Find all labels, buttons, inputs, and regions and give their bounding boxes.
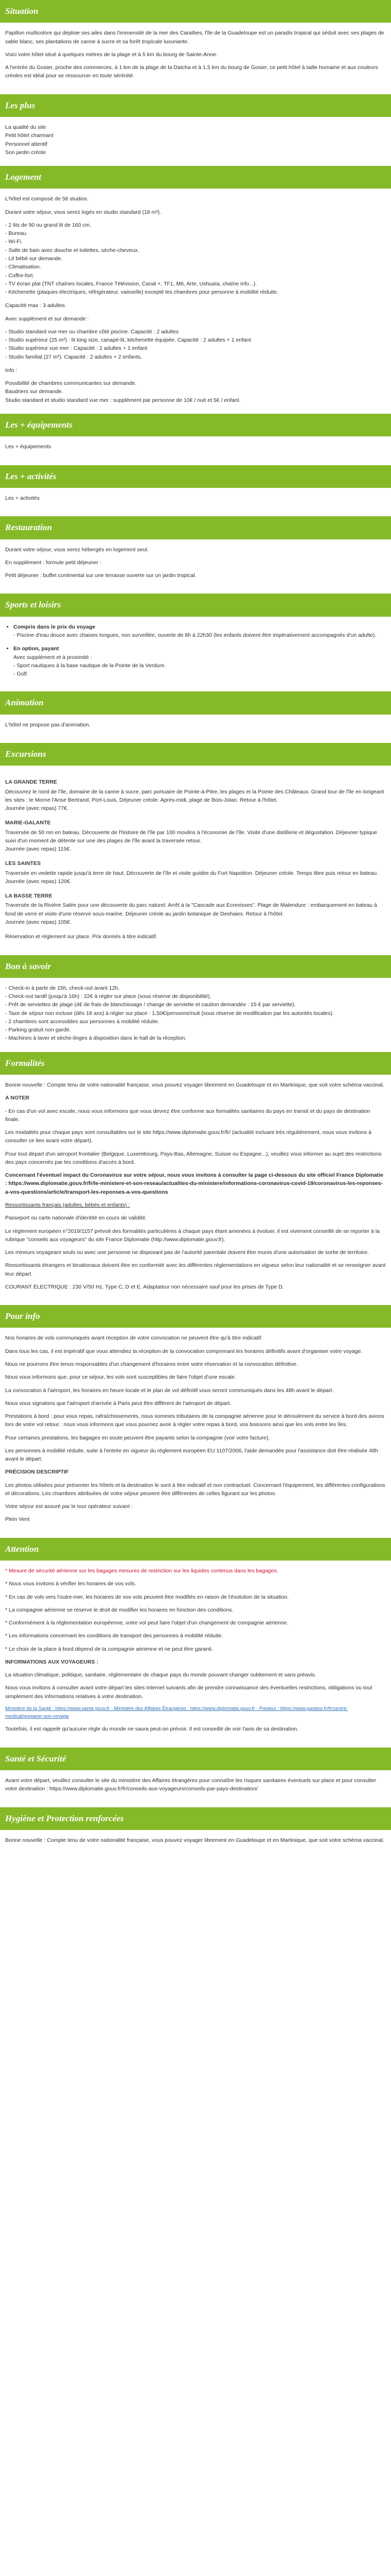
formalites-heading: A NOTER (5, 1095, 29, 1101)
plus-item: Personnel attentif (5, 141, 47, 147)
excursion-text: Traversée de la Rivière Salée pour une découverte du parc naturel. Arrêt à la "Cascade aux Ecrevisses". Plage de Malendure : embarquement en bateau à fond de verre et visite d'une réserve sous-marine. Déjeuner créole au jardin botanique de Deshaies. Retour à l'hôtel. (5, 902, 377, 917)
formalites-paragraph: - En cas d'un vol avec escale, nous vous informons que vous devrez être conforme aux formalités sanitaires du pays en transit et du pays de destination finale. (5, 1108, 370, 1123)
attention-paragraph: * Nous vous invitons à vérifier les horaires de vos vols. (5, 1581, 136, 1587)
situation-content (0, 23, 391, 94)
pour-info-paragraph: Nous vous informons que, pour ce séjour, les vols sont susceptibles de faire l'objet d'une escale. (5, 1374, 236, 1381)
logement-content (0, 189, 391, 414)
formalites-paragraph: Les modalités pour chaque pays sont consultables sur le site https://www.diplomatie.gouv.fr/fr/ (actualité incluant très régulièrement, nous vous invitons à consulter ce lien avant votre départ). (5, 1129, 372, 1144)
equipment-item: - TV écran plat (TNT chaînes locales, France Télévision, Canal +, TF1, M6, Arte, Ushuaïa, chaîne info...). (5, 280, 257, 287)
restauration-paragraph: En supplément : formule petit déjeuner : (5, 559, 102, 566)
excursion-text: Découvrez le nord de l'île, domaine de la canne à sucre, parc portuaire de Pointe-à-Pitre, les plages et la Pointe des Châteaux. Grand tour de l'île en longeant les sites : le Morne l'Anse Bertrand, Port-Louis, Déjeuner créole. Après-midi, plage de Bois-Jolan. Retour à l'hôtel. (5, 788, 384, 803)
pour-info-paragraph: Nous ne pourrons être tenus responsables d'un changement d'horaires entre votre réservation et la convocation définitive. (5, 1361, 298, 1367)
section-title-hygiene: Hygiène et Protection renforcées (0, 1807, 391, 1830)
attention-paragraph: * Mesure de sécurité aérienne sur les bagages mesures de restriction sur les liquides contenus dans les bagages. (5, 1568, 279, 1574)
pour-info-heading: PRÉCISION DESCRIPTIF (5, 1469, 69, 1476)
bon-savoir-item: - Prêt de serviettes de plage (4€ de frais de blanchissage / change de serviette et caution demandée : 15 € par serviette). (5, 1002, 296, 1008)
section-title-activites: Les + activités (0, 465, 391, 488)
attention-paragraph: * Conformément à la réglementation européenne, votre vol peut faire l'objet d'un changement de compagnie aérienne. (5, 1620, 288, 1626)
attention-paragraph: Nous vous invitons à consulter avant votre départ les sites internet suivants afin de prendre connaissance des éventuelles restrictions, obligations ou tout simplement des informations relatives à votre destination. (5, 1685, 372, 1700)
hygiene-content (0, 1830, 391, 1858)
logement-intro: L'hôtel est composé de 56 studios. (5, 196, 89, 202)
pour-info-paragraph: Nos horaires de vols communiqués avant réception de votre convocation ne peuvent être qu'à titre indicatif. (5, 1335, 263, 1342)
attention-heading: INFORMATIONS AUX VOYAGEURS : (5, 1658, 99, 1665)
formalites-paragraph: Ressortissants étrangers et binationaux doivent être en conformité avec les différentes réglementations en vigueur selon leur nationalité et se renseigner avant leur départ. (5, 1262, 386, 1277)
equipment-item: - Salle de bain avec douche et toilettes, sèche-cheveux. (5, 247, 139, 253)
sports-list (5, 623, 386, 679)
formalites-content (0, 1075, 391, 1305)
bon-savoir-item: - Taxe de séjour non incluse (dès 18 ans) à régler sur place : 1,50€/personne/nuit (sous réserve de modification par les autorités locales). (5, 1010, 334, 1016)
excursion-block (5, 892, 386, 926)
equipment-item: - Coffre-fort. (5, 272, 35, 279)
info-item: Baudriers sur demande. (5, 388, 63, 395)
formalites-paragraph: Bonne nouvelle : Compte tenu de votre nationalité française, vous pouvez voyager librement en Guadeloupe et en Martinique, que soit votre schéma vaccinal. (5, 1082, 384, 1089)
plus-content (0, 117, 391, 166)
restauration-paragraph: Durant votre séjour, vous serez hébergés en logement seul. (5, 546, 149, 553)
excursions-note: Réservation et règlement sur place. Prix donnés à titre indicatif. (5, 934, 157, 940)
info-item: Studio standard et studio standard vue mer : supplément par personne de 10€ / nuit et 5€ / enfant. (5, 397, 241, 403)
logement-supplements (5, 328, 386, 361)
logement-paragraph: Durant votre séjour, vous serez logés en studio standard (18 m²). (5, 209, 161, 215)
attention-paragraph: Toutefois, il est rappelé qu'aucune règle du monde ne saura peut-on prévoir. Il est conseillé de voir l'avis de sa destination. (5, 1726, 299, 1733)
sports-item-title: • Compris dans le prix du voyage (13, 623, 95, 630)
excursion-title: LES SAINTES (5, 860, 41, 867)
equipment-item: - Wi-Fi. (5, 239, 23, 245)
logement-capacity: Capacité max : 3 adultes. (5, 302, 67, 309)
supplement-item: - Studio familial (27 m²). Capacité : 2 adultes + 2 enfants. (5, 353, 142, 360)
excursion-title: MARIE-GALANTE (5, 820, 51, 826)
sports-item (13, 645, 386, 678)
excursion-block (5, 819, 386, 853)
sports-item-title: • En option, payant (13, 646, 59, 652)
logement-equipment (5, 221, 386, 296)
logement-supplement-label: Avec supplément et sur demande : (5, 315, 89, 322)
sante-content (0, 1770, 391, 1807)
formalites-paragraph: Passeport ou carte nationale d'identité en cours de validité. (5, 1215, 147, 1222)
equipment-item: - Bureau. (5, 230, 28, 237)
attention-links[interactable]: Ministère de la Santé : https://www.sante.gouv.fr · Ministère des Affaires Étrangères : https://www.diplomatie.gouv.fr · Pasteur : https://www.pasteur.fr/fr/centre-medical/preparer-son-voyage (5, 1705, 348, 1719)
excursion-title: LA BASSE TERRE (5, 893, 53, 900)
excursion-text: Traversée de 50 mn en bateau. Découverte de l'histoire de l'île par 100 moulins à l'économie de l'île. Visite d'une distillerie et dégustation. Déjeuner typique suivi d'un moment de détente sur une des plages de l'île avant la traversée retour. (5, 829, 377, 844)
excursions-content (0, 766, 391, 955)
pour-info-paragraph: Prestations à bord : pour vous repas, rafraîchissements, nous sommes tributaires de la compagnie aérienne pour le déroulement du service à bord des avions lors de votre vol retour : nous vous informons que vous pourriez avoir à régler votre repas à bord, vos boissons ainsi que les vols entre les îles. (5, 1413, 384, 1428)
attention-content (0, 1561, 391, 1748)
logement-info-label: Info : (5, 367, 18, 374)
section-title-situation: Situation (0, 0, 391, 23)
section-title-bon-savoir: Bon à savoir (0, 955, 391, 978)
plus-item: La qualité du site (5, 124, 46, 131)
pour-info-paragraph: Dans tous les cas, il est impératif que vous attendiez la réception de la convocation comprenant les horaires définitifs avant d'organiser votre voyage. (5, 1348, 363, 1354)
sports-content (0, 617, 391, 692)
pour-info-paragraph: Votre séjour est assuré par le tour opérateur suivant : (5, 1503, 133, 1510)
excursion-meta: Journée (avec repas) 115€. (5, 846, 71, 853)
excursion-block (5, 859, 386, 886)
pour-info-content (0, 1328, 391, 1537)
attention-paragraph: * En cas de vols vers l'outre-mer, les horaires de vos vols peuvent être modifiés en raison de l'évolution de la situation. (5, 1594, 289, 1600)
section-title-attention: Attention (0, 1538, 391, 1561)
sports-item-text: - Piscine d'eau douce avec chaises longues, non surveillée, ouverte de 8h à 22h30 (les enfants doivent être impérativement accompagnés d'un adulte). (13, 632, 377, 638)
sante-text: Avant votre départ, veuillez consulter le site du ministère des Affaires étrangères pour connaître les risques sanitaires éventuels sur place et pour consulter votre destination : https://www.diplomatie.gouv.fr/fr/conseils-aux-voyageurs/conseils-par-pays-destination/ (5, 1777, 377, 1792)
attention-paragraph: * Le choix de la place à bord dépend de la compagnie aérienne et ne peut être garanti. (5, 1646, 213, 1652)
excursion-text: Traversée en vedette rapide jusqu'à terre de haut. Découverte de l'île et visite guidée du Fort Napoléon. Déjeuner créole. Temps libre puis retour en bateau. (5, 870, 379, 876)
plus-item: Petit hôtel charmant (5, 132, 54, 139)
excursion-block (5, 778, 386, 812)
formalites-paragraph: Concernant l'éventuel impact du Coronavirus sur votre séjour, nous vous invitons à consulter la page ci-dessous du site officiel France Diplomatie : https://www.diplomatie.gouv.fr/fr/le-ministere-et-son-reseau/actualites-du-ministere/informations-coronavirus-covid-19/coronavirus-les-reponses-a-vos-questions/article/transport-les-reponses-a-vos-questions (5, 1172, 384, 1195)
supplement-item: - Studio standard vue mer ou chambre côté piscine. Capacité : 2 adultes (5, 328, 179, 335)
situation-paragraph: A l'entrée du Gosier, proche des commerces, à 1 km de la plage de la Datcha et à 1,5 km du bourg de Gosier, ce petit hôtel à taille humaine et aux couleurs créoles est idéal pour se ressourcer en toute sérénité. (5, 64, 378, 79)
excursion-title: LA GRANDE TERRE (5, 779, 57, 786)
equipements-text: Les + équipements (5, 444, 52, 450)
sports-item (13, 623, 386, 640)
equipements-content (0, 436, 391, 465)
bon-savoir-item: - Parking gratuit non gardé. (5, 1027, 71, 1033)
attention-paragraph: * La compagnie aérienne se réserve le droit de modifier les horaires en fonction des conditions. (5, 1606, 234, 1613)
info-item: Possibilité de chambres communicantes sur demande. (5, 380, 137, 387)
formalites-paragraph: COURANT ÉLECTRIQUE : 230 V/50 Hz. Type C, D et E. Adaptateur non nécessaire sauf pour les prises de Type D. (5, 1283, 284, 1290)
section-title-animation: Animation (0, 691, 391, 714)
supplement-item: - Studio supérieur (25 m²) : lit king size, canapé-lit, kitchenette équipée. Capacité : 2 adultes + 1 enfant (5, 337, 251, 344)
section-title-restauration: Restauration (0, 516, 391, 539)
attention-paragraph: La situation climatique, politique, sanitaire, réglementaire de chaque pays du monde pouvant changer subitement et sans préavis. (5, 1672, 316, 1679)
bon-savoir-item: - Check-in à partir de 15h, check-out avant 12h. (5, 985, 120, 991)
animation-content (0, 715, 391, 743)
situation-paragraph: Papillon multicolore qui déploie ses ailes dans l'immensité de la mer des Caraïbes, l'île de la Guadeloupe est un paradis tropical qui séduit avec ses plages de sable blanc, ses plantations de canne à sucre et sa forêt tropicale luxuriante. (5, 30, 384, 45)
pour-info-paragraph: La convocation à l'aéroport, les horaires en heure locale et le plan de vol définitif vous seront communiqués dans les 48h avant le départ. (5, 1387, 334, 1394)
excursion-meta: Journée (avec repas) 120€. (5, 878, 72, 885)
excursion-meta: Journée (avec repas) 105€. (5, 919, 72, 925)
equipment-item: - Lit bébé sur demande. (5, 256, 62, 262)
bon-savoir-item: - 2 chambres sont accessibles aux personnes à mobilité réduite. (5, 1018, 159, 1025)
section-title-sports: Sports et loisirs (0, 594, 391, 616)
formalites-heading: Ressortissants français (adultes, bébés et enfants) : (5, 1201, 130, 1208)
formalites-paragraph: Pour tout départ d'un aéroport frontalier (Belgique, Luxembourg, Pays-Bas, Allemagne, Suisse ou Espagne...), veuillez vous informer au sujet des restrictions des pays concernés par les conditions d'accès à bord. (5, 1150, 382, 1165)
pour-info-paragraph: Pour certaines prestations, les bagages en soute peuvent être payants selon la compagnie (voir votre facture). (5, 1434, 270, 1441)
section-title-excursions: Excursions (0, 743, 391, 766)
excursion-meta: Journée (avec repas) 77€. (5, 805, 69, 812)
supplement-item: - Studio supérieur vue mer : Capacité : 2 adultes + 1 enfant (5, 345, 148, 352)
section-title-formalites: Formalités (0, 1052, 391, 1075)
pour-info-paragraph: Nous vous signalons que l'aéroport d'arrivée à Paris peut être différent de l'aéroport de départ. (5, 1400, 232, 1406)
hygiene-text: Bonne nouvelle : Compte tenu de votre nationalité française, vous pouvez voyager librement en Guadeloupe et en Martinique, que soit votre schéma vaccinal. (5, 1837, 384, 1843)
section-title-sante: Santé et Sécurité (0, 1748, 391, 1770)
equipment-item: - Climatisation. (5, 264, 41, 270)
section-title-logement: Logement (0, 166, 391, 189)
restauration-content (0, 539, 391, 594)
attention-paragraph: * Les informations concernant les conditions de transport des personnes à mobilité réduite. (5, 1633, 223, 1639)
section-title-plus: Les plus (0, 94, 391, 117)
equipment-item: - Kitchenette (plaques électriques, réfrigérateur, vaisselle) excepté les chambres pour personne à mobilité réduite. (5, 289, 279, 296)
activites-text: Les + activités (5, 495, 40, 501)
pour-info-operator: Plein Vent (5, 1516, 30, 1523)
pour-info-paragraph: Les personnes à mobilité réduite, suite à l'entrée en vigueur du règlement européen EU 1107/2006, l'aide demandée pour l'assistance doit être réalisée 48h avant le départ. (5, 1447, 378, 1463)
pour-info-paragraph: Les photos utilisées pour présenter les hôtels et la destination le sont à titre indicatif et non contractuel. Concernant l'équipement, les différentes configurations et décorations. Les chambres attribuées de votre séjour peuvent être différentes de celles figurant sur les photos. (5, 1482, 385, 1497)
restauration-paragraph: Petit déjeuner : buffet continental sur une terrasse ouverte sur un jardin tropical. (5, 572, 197, 579)
plus-item: Son jardin créole (5, 149, 46, 156)
formalites-paragraph: Le règlement européen n°2019/1157 prévoit des formalités particulières à chaque pays étant amenées à évoluer, il est vivement conseillé de se reporter à la rubrique "conseils aux voyageurs" du site France Diplomatie (http://www.diplomatie.gouv.fr). (5, 1228, 380, 1243)
logement-info (5, 379, 386, 404)
equipment-item: - 2 lits de 90 ou grand lit de 160 cm. (5, 222, 91, 228)
situation-paragraph: Voici votre hôtel situé à quelques mètres de la plage et à 5 km du bourg de Sainte-Anne. (5, 51, 218, 58)
formalites-paragraph: Les mineurs voyageant seuls ou avec une personne ne disposant pas de l'autorité parentale doivent être munis d'une autorisation de sortie de territoire. (5, 1249, 369, 1256)
bon-savoir-content (0, 978, 391, 1052)
animation-text: L'hôtel ne propose pas d'animation. (5, 721, 91, 728)
section-title-equipements: Les + équipements (0, 414, 391, 436)
sports-item-text: Avec supplément et à proximité : - Sport nautiques à la base nautique de la Pointe de la Verdure. - Golf. (13, 654, 166, 677)
bon-savoir-item: - Check-out tardif (jusqu'à 16h) : 22€ à régler sur place (sous réserve de disponibilité). (5, 993, 211, 1000)
activites-content (0, 488, 391, 516)
bon-savoir-item: - Machines à laver et sèche-linges à disposition dans le hall de la réception. (5, 1035, 187, 1042)
section-title-pour-info: Pour info (0, 1305, 391, 1328)
